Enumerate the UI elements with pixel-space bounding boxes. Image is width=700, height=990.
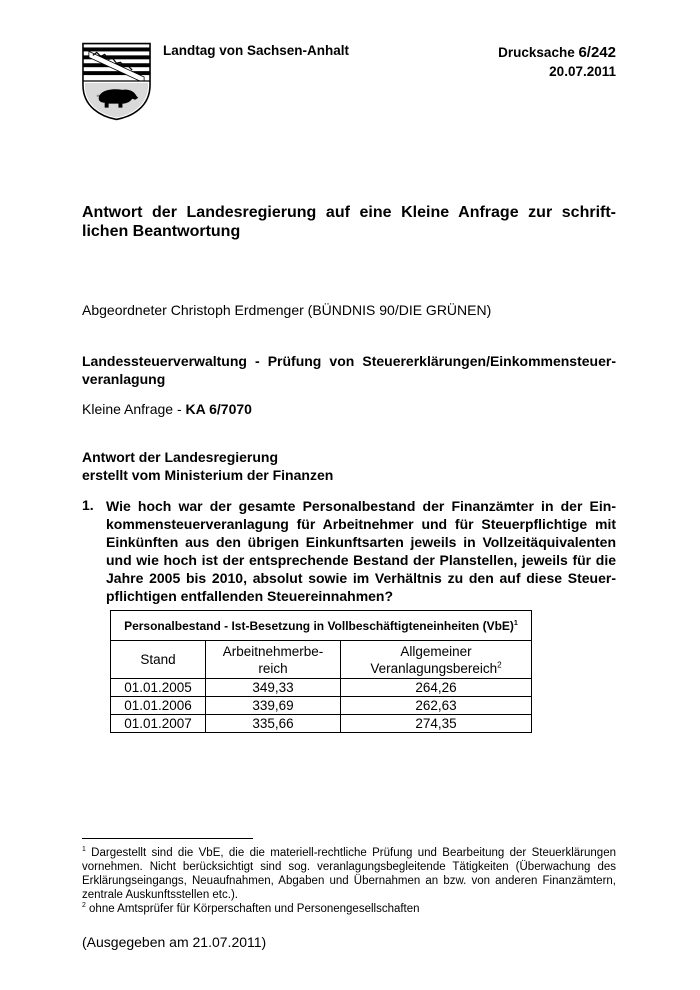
parliament-name: Landtag von Sachsen-Anhalt [163, 43, 350, 58]
column-header-arbeitnehmer [206, 641, 341, 679]
cell-allgemein: 264,26 [341, 679, 532, 697]
column-header-allgemein-line-1: Allgemeiner [400, 643, 472, 659]
footnote-separator [82, 838, 253, 839]
cell-allgemein: 262,63 [341, 697, 532, 715]
column-header-allgemein-line-2-wrap [341, 660, 531, 677]
drucksache-number: 6/242 [578, 44, 616, 61]
personnel-table [110, 610, 532, 733]
answer-heading [82, 448, 333, 484]
footnote-1-mark: 1 [82, 846, 86, 854]
column-header-allgemein-line-2: Veranlagungsbereich [370, 660, 498, 676]
author-line: Abgeordneter Christoph Erdmenger (BÜNDNIS 90/DIE GRÜNEN) [82, 302, 492, 318]
table-header-row [111, 641, 532, 679]
inquiry-label: Kleine Anfrage - [82, 401, 186, 417]
table-row [111, 679, 532, 697]
question-text: Wie hoch war der gesamte Personalbestand der Finanzämter in der Ein-kommensteuerveranlagung für Arbeitnehmer und für Steuerpflichtige mit Einkünften aus den übrigen Einkunftsarten jeweils in Vollzeitäquivalenten und wie hoch ist der entsprechende Bestand der Planstellen, jeweils für die Jahre 2005 bis 2010, absolut sowie im Verhältnis zu den auf diese Steuer-pflichtigen entfallenden Steuereinnahmen? [106, 498, 616, 604]
cell-stand: 01.01.2005 [111, 679, 206, 697]
table-row [111, 715, 532, 733]
footnote-1-text: Dargestellt sind die VbE, die die materiell-rechtliche Prüfung und Bearbeitung der Steuerklärungen vornehmen. Nicht berücksichtigt sind sog. veranlagungsbegleitende Tätigkeiten (Überwachung des Erklärungseingangs, Neuaufnahmen, Abgaben und Übernahmen an bzw. von anderen Finanzämtern, zentrale Auskunftsstellen etc.). [82, 847, 616, 901]
inquiry-number: KA 6/7070 [185, 401, 252, 417]
inquiry-reference [82, 401, 252, 417]
cell-stand: 01.01.2006 [111, 697, 206, 715]
footnote-2-mark: 2 [82, 902, 86, 910]
answer-line-1: Antwort der Landesregierung [82, 449, 279, 465]
cell-arbeitnehmer: 335,66 [206, 715, 341, 733]
cell-allgemein: 274,35 [341, 715, 532, 733]
column-header-stand: Stand [111, 641, 206, 679]
coat-of-arms-icon [81, 41, 152, 121]
column-header-allgemein [341, 641, 532, 679]
footnote-1 [82, 846, 616, 902]
column-header-arbeitnehmer-line-1: Arbeitnehmerbe- [222, 643, 324, 659]
subject-heading: Landessteuerverwaltung - Prüfung von Steuererklärungen/Einkommensteuer-veranlagung [82, 353, 616, 387]
cell-arbeitnehmer: 349,33 [206, 679, 341, 697]
table-row [111, 697, 532, 715]
cell-arbeitnehmer: 339,69 [206, 697, 341, 715]
document-date: 20.07.2011 [549, 64, 616, 79]
column-header-arbeitnehmer-line-2: reich [258, 660, 288, 676]
drucksache-block [498, 43, 616, 81]
cell-stand: 01.01.2007 [111, 715, 206, 733]
footnote-ref-2: 2 [497, 660, 502, 669]
answer-line-2: erstellt vom Ministerium der Finanzen [82, 467, 334, 483]
footnote-2-text: ohne Amtsprüfer für Körperschaften und Personengesellschaften [85, 903, 420, 915]
question-number: 1. [82, 497, 94, 513]
footnote-2 [82, 902, 420, 916]
footnote-ref-1: 1 [513, 617, 518, 627]
document-title: Antwort der Landesregierung auf eine Kleine Anfrage zur schrift-lichen Beantwortung [82, 204, 616, 240]
table-caption-text: Personalbestand - Ist-Besetzung in Vollbeschäftigteneinheiten (VbE) [124, 618, 514, 633]
drucksache-label: Drucksache [498, 45, 579, 60]
table-caption [111, 611, 532, 641]
issue-date-note: (Ausgegeben am 21.07.2011) [82, 934, 267, 950]
